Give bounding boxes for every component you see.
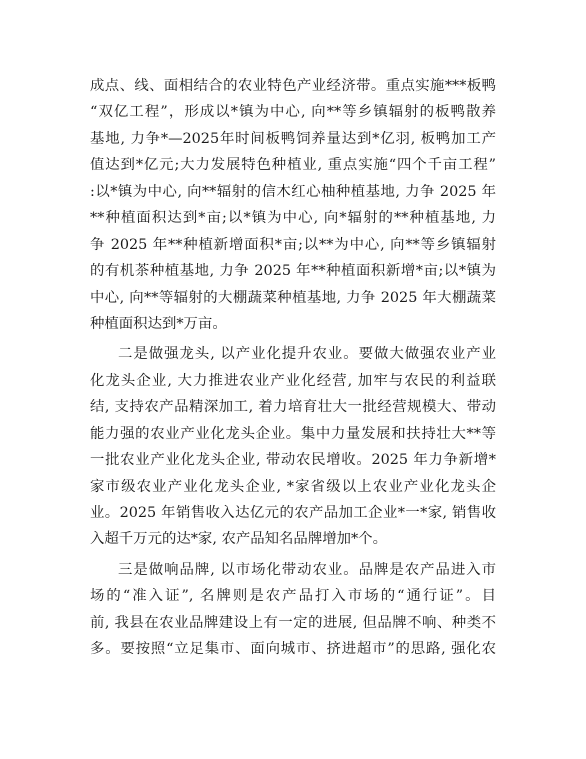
text-line: 的有机茶种植基地, 力争 2025 年**种植面积新增*亩;以*镇为 xyxy=(90,263,496,280)
paragraph-agriculture-belt xyxy=(90,73,496,337)
text-line: 场的“准入证”, 名牌则是农产品打入市场的“通行证”。目 xyxy=(90,588,496,605)
text-line: 前, 我县在农业品牌建设上有一定的进展, 但品牌不响、种类不 xyxy=(90,614,496,631)
text-line: **种植面积达到*亩;以*镇为中心, 向*辐射的**种植基地, 力 xyxy=(90,210,496,227)
text-line: 成点、线、面相结合的农业特色产业经济带。重点实施***板鸭 xyxy=(90,78,496,94)
text-line: 家市级农业产业化龙头企业, *家省级以上农业产业化龙头企 xyxy=(90,478,496,495)
text-line: “双亿工程”，形成以*镇为中心, 向**等乡镇辐射的板鸭散养 xyxy=(90,104,496,121)
text-line: 结, 支持农产品精深加工, 着力培育壮大一批经营规模大、带动 xyxy=(90,399,496,416)
text-line: 一批农业产业化龙头企业, 带动农民增收。2025 年力争新增* xyxy=(90,452,496,469)
text-line: 种植面积达到*万亩。 xyxy=(90,315,227,332)
text-line: 二是做强龙头, 以产业化提升农业。要做大做强农业产业 xyxy=(118,346,496,363)
text-line: 化龙头企业, 大力推进农业产业化经营, 加牢与农民的利益联 xyxy=(90,372,496,389)
text-line: :以*镇为中心, 向**辐射的信木红心柚种植基地, 力争 2025 年 xyxy=(90,183,496,200)
body-text xyxy=(90,73,496,663)
paragraph-brand-building xyxy=(90,557,496,663)
text-line: 争 2025 年**种植新增面积*亩;以**为中心, 向**等乡镇辐射 xyxy=(90,236,496,253)
text-line: 中心, 向**等辐射的大棚蔬菜种植基地, 力争 2025 年大棚蔬菜 xyxy=(90,289,496,306)
text-line: 业。2025 年销售收入达亿元的农产品加工企业*一*家, 销售收 xyxy=(90,505,496,521)
text-line: 三是做响品牌, 以市场化带动农业。品牌是农产品进入市 xyxy=(118,561,496,578)
paragraph-leading-enterprises xyxy=(90,341,496,553)
text-line: 多。要按照“立足集市、面向城市、挤进超市”的思路, 强化农 xyxy=(90,641,496,658)
text-line: 能力强的农业产业化龙头企业。集中力量发展和扶持壮大**等 xyxy=(90,425,496,442)
text-line: 入超千万元的达*家, 农产品知名品牌增加*个。 xyxy=(90,531,387,548)
text-line: 值达到*亿元;大力发展特色种植业, 重点实施“四个千亩工程” xyxy=(90,157,496,174)
text-line: 基地, 力争*—2025年时间板鸭饲养量达到*亿羽, 板鸭加工产 xyxy=(90,130,496,147)
